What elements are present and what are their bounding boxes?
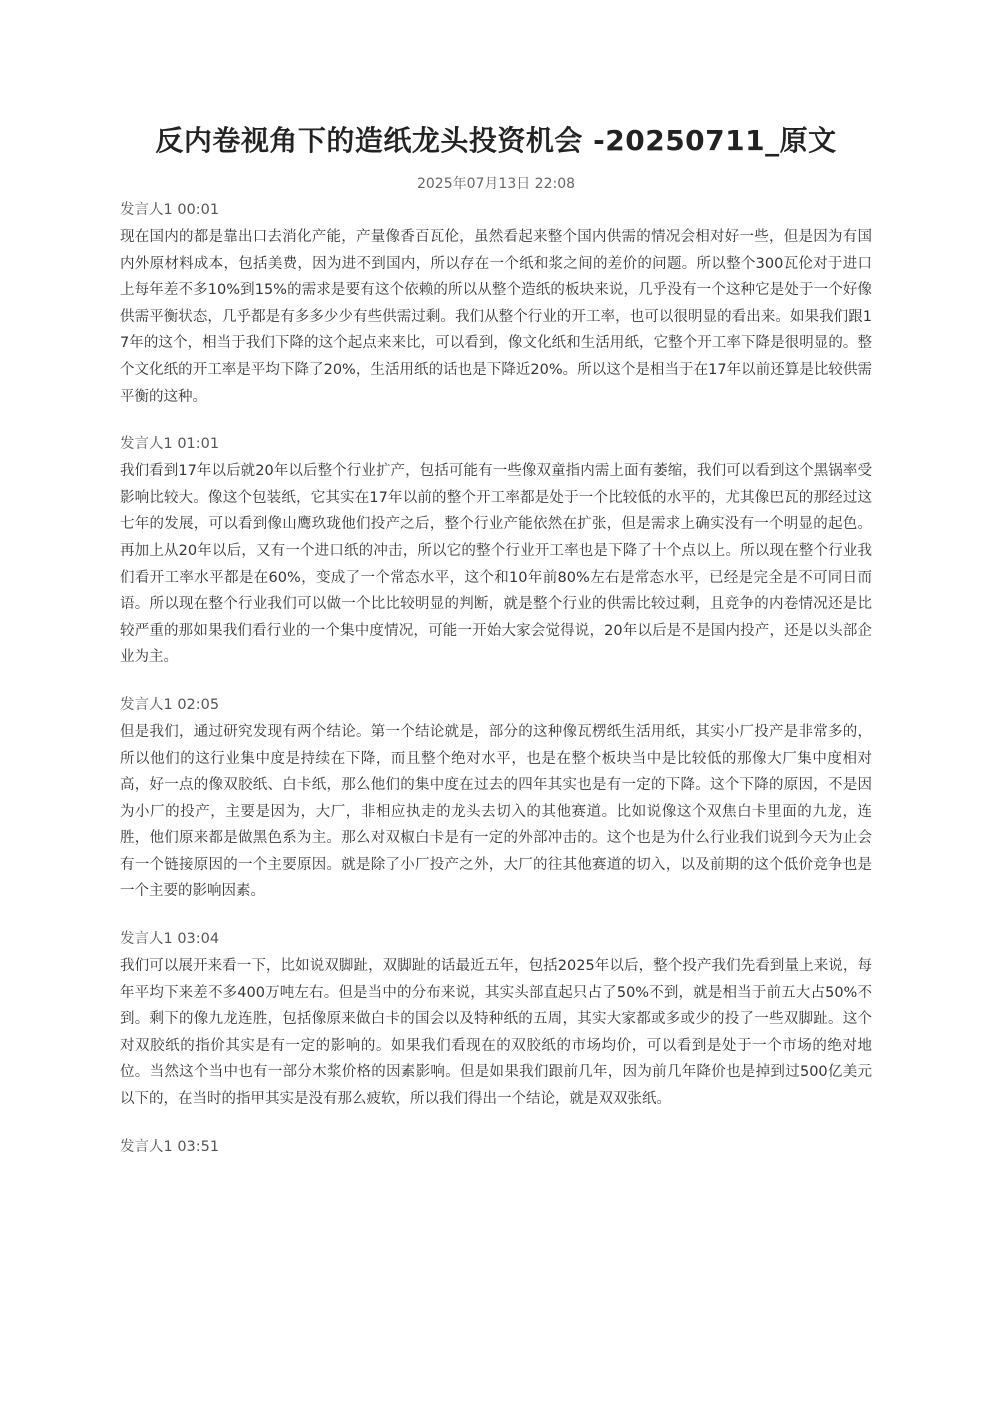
document-date: 2025年07月13日 22:08 bbox=[416, 176, 576, 192]
transcript-paragraph: 我们看到17年以后就20年以后整个行业扩产，包括可能有一些像双童指内需上面有萎缩，我们可以看到这个黑锅率受影响比较大。像这个包装纸，它其实在17年以前的整个开工率都是处于一个比较低的水平的，尤其像巴瓦的那经过这七年的发展，可以看到像山鹰玖珑他们投产之后，整个行业产能依然在扩张，但是需求上确实没有一个明显的起色。再加上从20年以后，又有一个进口纸的冲击，所以它的整个行业开工率也是下降了十个点以上。所以现在整个行业我们看开工率水平都是在60%，变成了一个常态水平，这个和10年前80%左右是常态水平，已经是完全是不可同日而语。所以现在整个行业我们可以做一个比比较明显的判断，就是整个行业的供需比较过剩，且竞争的内卷情况还是比较严重的那如果我们看行业的一个集中度情况，可能一开始大家会觉得说，20年以后是不是国内投产，还是以头部企业为主。 bbox=[120, 463, 872, 666]
transcript-body bbox=[120, 200, 872, 1182]
transcript-segment bbox=[120, 1137, 872, 1158]
speaker-timestamp: 发言人1 02:05 bbox=[120, 696, 220, 713]
speaker-timestamp: 发言人1 01:01 bbox=[120, 436, 220, 453]
transcript-segment bbox=[120, 200, 872, 410]
transcript-segment bbox=[120, 434, 872, 671]
speaker-timestamp: 发言人1 03:04 bbox=[120, 931, 220, 948]
transcript-paragraph: 但是我们，通过研究发现有两个结论。第一个结论就是，部分的这种像瓦楞纸生活用纸，其实小厂投产是非常多的，所以他们的这行业集中度是持续在下降，而且整个绝对水平，也是在整个板块当中是比较低的那像大厂集中度相对高，好一点的像双胶纸、白卡纸，那么他们的集中度在过去的四年其实也是有一定的下降。这个下降的原因，不是因为小厂的投产，主要是因为，大厂，非相应执走的龙头去切入的其他赛道。比如说像这个双焦白卡里面的九龙，连胜，他们原来都是做黑色系为主。那么对双椒白卡是有一定的外部冲击的。这个也是为什么行业我们说到今天为止会有一个链接原因的一个主要原因。就是除了小厂投产之外，大厂的往其他赛道的切入，以及前期的这个低价竞争也是一个主要的影响因素。 bbox=[120, 723, 872, 900]
transcript-segment bbox=[120, 695, 872, 905]
transcript-paragraph: 现在国内的都是靠出口去消化产能，产量像香百瓦伦，虽然看起来整个国内供需的情况会相对好一些，但是因为有国内外原材料成本，包括美费，因为进不到国内，所以存在一个纸和浆之间的差价的问题。所以整个300瓦伦对于进口上每年差不多10%到15%的需求是要有这个依赖的所以从整个造纸的板块来说，几乎没有一个这种它是处于一个好像供需平衡状态，几乎都是有多多少少有些供需过剩。我们从整个行业的开工率，也可以很明显的看出来。如果我们跟17年的这个，相当于我们下降的这个起点来来比，可以看到，像文化纸和生活用纸，它整个开工率下降是很明显的。整个文化纸的开工率是平均下降了20%，生活用纸的话也是下降近20%。所以这个是相当于在17年以前还算是比较供需平衡的这种。 bbox=[120, 229, 872, 405]
speaker-timestamp: 发言人1 00:01 bbox=[120, 202, 220, 218]
transcript-paragraph: 我们可以展开来看一下，比如说双脚趾，双脚趾的话最近五年，包括2025年以后，整个投产我们先看到量上来说，每年平均下来差不多400万吨左右。但是当中的分布来说，其实头部直起只占了50%不到，就是相当于前五大占50%不到。剩下的像九龙连胜，包括像原来做白卡的国会以及特种纸的五周，其实大家都或多或少的投了一些双脚趾。这个对双胶纸的指价其实是有一定的影响的。如果我们看现在的双胶纸的市场均价，可以看到是处于一个市场的绝对地位。当然这个当中也有一部分木浆价格的因素影响。但是如果我们跟前几年，因为前几年降价也是掉到过500亿美元以下的，在当时的指甲其实是没有那么疲软，所以我们得出一个结论，就是双双张纸。 bbox=[120, 958, 872, 1108]
transcript-segment bbox=[120, 929, 872, 1113]
speaker-timestamp: 发言人1 03:51 bbox=[120, 1138, 220, 1155]
document-title: 反内卷视角下的造纸龙头投资机会 -20250711_原文 bbox=[155, 124, 837, 157]
